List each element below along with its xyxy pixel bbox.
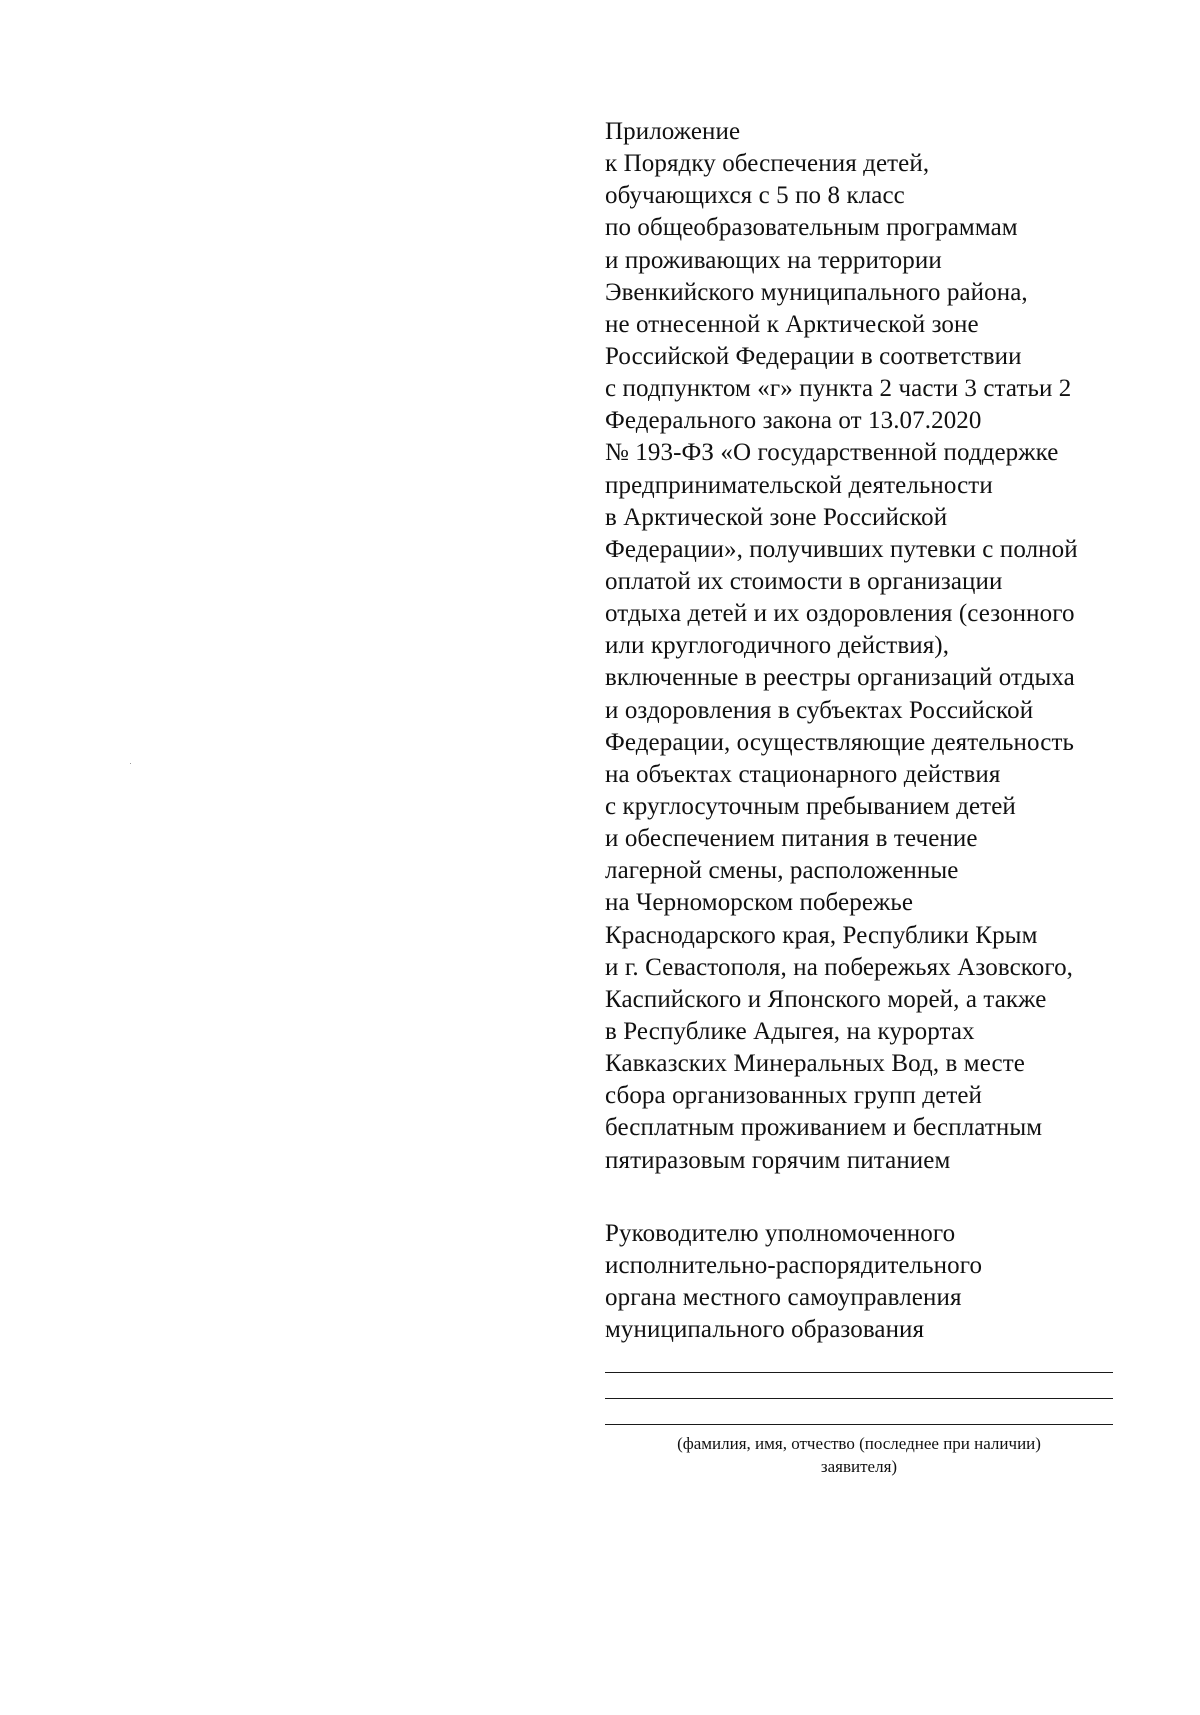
scan-speck [130,763,131,764]
blank-fill-line [605,1372,1113,1373]
appendix-line: к Порядку обеспечения детей, [605,150,930,178]
appendix-line: и г. Севастополя, на побережьях Азовского, [605,953,1074,981]
appendix-line: Федерации», получивших путевки с полной [605,535,1078,563]
appendix-line: в Республике Адыгея, на курортах [605,1017,975,1045]
appendix-line: лагерной смены, расположенные [605,857,959,885]
appendix-line: отдыха детей и их оздоровления (сезонного [605,600,1075,628]
addressee-line: исполнительно-распорядительного [605,1252,983,1280]
appendix-line: или круглогодичного действия), [605,632,950,660]
appendix-line: и обеспечением питания в течение [605,825,978,853]
appendix-line: пятиразовым горячим питанием [605,1146,951,1174]
caption-line: заявителя) [820,1457,898,1476]
appendix-line: на объектах стационарного действия [605,760,1001,788]
applicant-name-caption [605,1432,1113,1478]
blank-fill-line [605,1398,1113,1399]
appendix-line: Кавказских Минеральных Вод, в месте [605,1050,1025,1078]
addressee-line: органа местного самоуправления [605,1284,962,1312]
appendix-line: Российской Федерации в соответствии [605,342,1022,370]
appendix-line: Приложение [605,118,741,145]
appendix-line: Каспийского и Японского морей, а также [605,985,1047,1013]
addressee-block [605,1218,1145,1347]
addressee-line: муниципального образования [605,1316,925,1344]
appendix-line: и оздоровления в субъектах Российской [605,696,1034,724]
appendix-line: Краснодарского края, Республики Крым [605,921,1038,949]
appendix-line: Эвенкийского муниципального района, [605,278,1028,306]
appendix-header [605,116,1145,1177]
appendix-line: в Арктической зоне Российской [605,503,948,531]
appendix-line: сбора организованных групп детей [605,1082,983,1110]
appendix-line: по общеобразовательным программам [605,214,1018,242]
appendix-line: предпринимательской деятельности [605,471,993,499]
appendix-line: бесплатным проживанием и бесплатным [605,1114,1043,1142]
appendix-line: обучающихся с 5 по 8 класс [605,182,905,210]
appendix-line: Федерального закона от 13.07.2020 [605,407,982,435]
applicant-name-line [605,1424,1113,1425]
appendix-line: и проживающих на территории [605,246,942,274]
caption-line: (фамилия, имя, отчество (последнее при наличии) [677,1434,1041,1453]
addressee-line: Руководителю уполномоченного [605,1220,956,1247]
appendix-line: с круглосуточным пребыванием детей [605,792,1016,820]
appendix-line: № 193-ФЗ «О государственной поддержке [605,439,1059,467]
appendix-line: с подпунктом «г» пункта 2 части 3 статьи 2 [605,375,1072,403]
appendix-line: не отнесенной к Арктической зоне [605,310,979,338]
appendix-line: включенные в реестры организаций отдыха [605,664,1075,692]
appendix-line: на Черноморском побережье [605,889,914,917]
appendix-line: оплатой их стоимости в организации [605,567,1003,595]
appendix-line: Федерации, осуществляющие деятельность [605,728,1074,756]
